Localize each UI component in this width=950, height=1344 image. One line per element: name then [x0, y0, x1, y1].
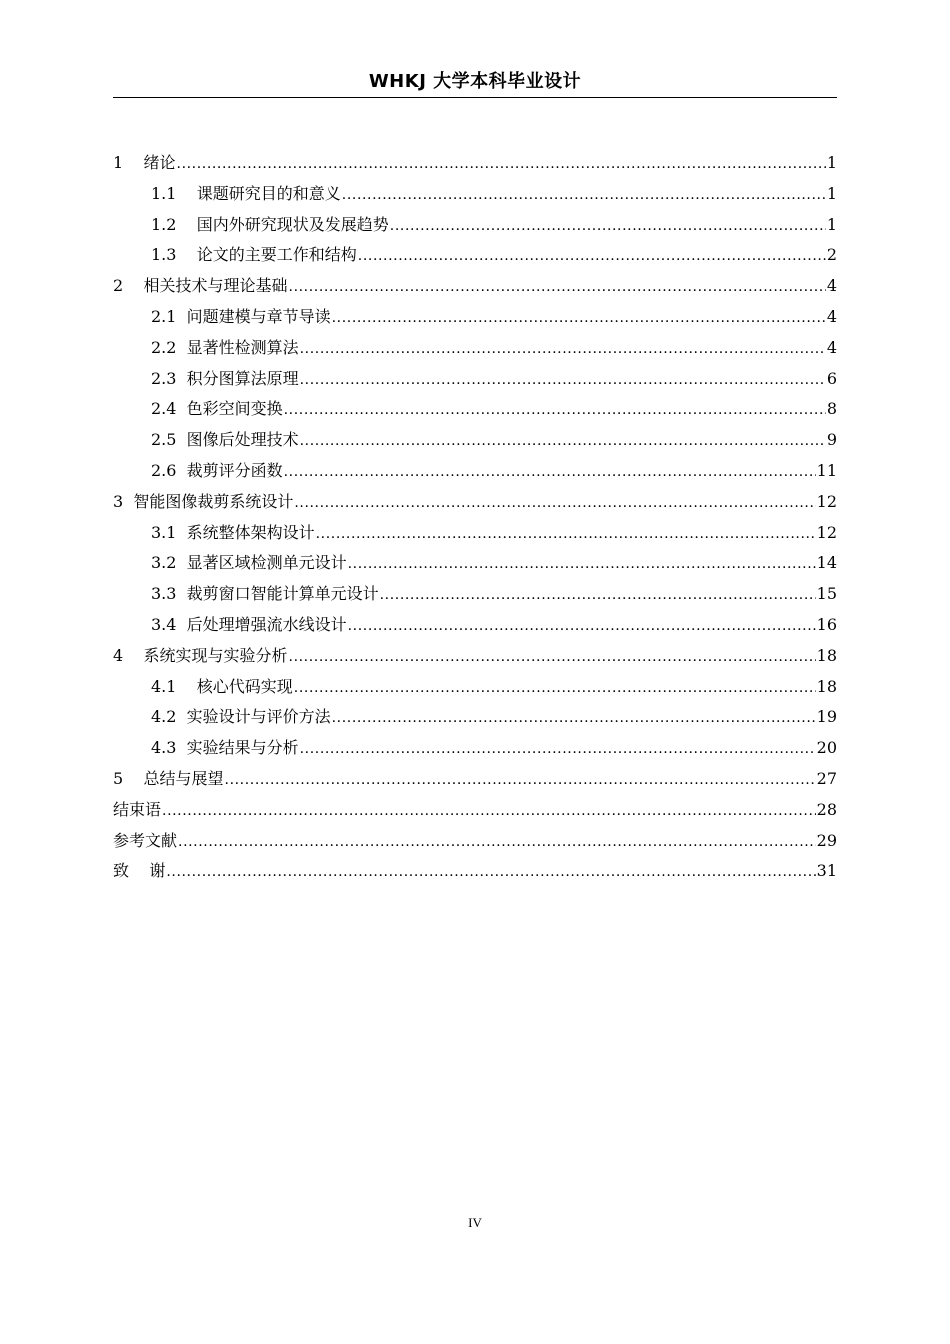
- toc-entry-title: 2.5 图像后处理技术: [151, 430, 299, 450]
- toc-entry-title: 3.2 显著区域检测单元设计: [151, 553, 347, 573]
- toc-entry-page-number: 4: [826, 337, 837, 357]
- toc-entry[interactable]: [113, 425, 837, 456]
- toc-entry-title: 2.6 裁剪评分函数: [151, 460, 283, 480]
- toc-entry[interactable]: [113, 271, 837, 302]
- toc-entry[interactable]: [113, 240, 837, 271]
- toc-dot-leader: [300, 734, 816, 764]
- header-title: WHKJ 大学本科毕业设计: [368, 71, 582, 92]
- toc-entry-page-number: 31: [816, 861, 837, 881]
- toc-entry-page-number: 2: [826, 245, 837, 265]
- toc-entry-title: 4.3 实验结果与分析: [151, 738, 299, 758]
- toc-entry-title: 1 绪论: [113, 153, 176, 172]
- toc-entry[interactable]: [113, 148, 837, 179]
- toc-entry[interactable]: [113, 856, 837, 887]
- toc-entry-title: 结束语: [113, 799, 162, 819]
- toc-dot-leader: [300, 334, 826, 364]
- toc-entry-page-number: 9: [826, 430, 837, 450]
- table-of-contents: [113, 148, 837, 887]
- toc-entry[interactable]: [113, 672, 837, 703]
- toc-entry-page-number: 14: [816, 553, 837, 573]
- toc-entry-title: 1.2 国内外研究现状及发展趋势: [151, 214, 389, 234]
- toc-entry[interactable]: [113, 702, 837, 733]
- toc-dot-leader: [225, 765, 816, 795]
- toc-entry[interactable]: [113, 579, 837, 610]
- toc-dot-leader: [284, 457, 816, 487]
- toc-entry[interactable]: [113, 456, 837, 487]
- toc-entry[interactable]: [113, 610, 837, 641]
- toc-entry-title: 2.1 问题建模与章节导读: [151, 306, 331, 326]
- toc-dot-leader: [294, 673, 816, 703]
- toc-entry-page-number: 16: [816, 614, 837, 634]
- toc-entry-title: 3 智能图像裁剪系统设计: [113, 491, 294, 511]
- toc-entry-page-number: 6: [826, 368, 837, 388]
- toc-entry[interactable]: [113, 518, 837, 549]
- toc-dot-leader: [358, 241, 826, 271]
- toc-entry[interactable]: [113, 394, 837, 425]
- toc-entry-page-number: 20: [816, 738, 837, 758]
- toc-entry[interactable]: [113, 364, 837, 395]
- toc-entry-title: 参考文献: [113, 830, 178, 850]
- toc-entry-title: 5 总结与展望: [113, 768, 224, 788]
- toc-entry[interactable]: [113, 302, 837, 333]
- toc-entry[interactable]: [113, 487, 837, 518]
- toc-entry-title: 2.3 积分图算法原理: [151, 368, 299, 388]
- toc-entry[interactable]: [113, 333, 837, 364]
- toc-entry-page-number: 4: [826, 306, 837, 326]
- toc-entry-page-number: 4: [826, 276, 837, 296]
- toc-dot-leader: [289, 642, 816, 672]
- toc-entry[interactable]: [113, 795, 837, 826]
- toc-dot-leader: [332, 703, 816, 733]
- toc-entry[interactable]: [113, 548, 837, 579]
- toc-entry-title: 1.1 课题研究目的和意义: [151, 183, 341, 203]
- toc-dot-leader: [300, 426, 826, 456]
- toc-entry[interactable]: [113, 641, 837, 672]
- toc-entry-page-number: 18: [816, 645, 837, 665]
- toc-dot-leader: [348, 611, 816, 641]
- toc-entry-title: 1.3 论文的主要工作和结构: [151, 245, 357, 265]
- toc-entry-title: 2.2 显著性检测算法: [151, 337, 299, 357]
- toc-dot-leader: [294, 488, 815, 518]
- toc-dot-leader: [316, 519, 816, 549]
- toc-entry[interactable]: [113, 733, 837, 764]
- toc-entry[interactable]: [113, 210, 837, 241]
- toc-dot-leader: [289, 272, 826, 302]
- toc-entry-page-number: 12: [816, 522, 837, 542]
- toc-entry-title: 3.1 系统整体架构设计: [151, 522, 315, 542]
- toc-dot-leader: [178, 827, 816, 857]
- toc-dot-leader: [390, 211, 826, 241]
- toc-entry-title: 4 系统实现与实验分析: [113, 645, 288, 665]
- toc-entry-title: 2 相关技术与理论基础: [113, 276, 288, 296]
- toc-entry-page-number: 8: [826, 399, 837, 419]
- toc-dot-leader: [177, 149, 826, 179]
- page-number: IV: [468, 1215, 482, 1230]
- toc-entry-page-number: 19: [816, 707, 837, 727]
- toc-entry-page-number: 1: [826, 214, 837, 234]
- toc-entry-page-number: 12: [816, 491, 837, 511]
- toc-entry-page-number: 1: [826, 153, 837, 172]
- toc-entry-title: 2.4 色彩空间变换: [151, 399, 283, 419]
- toc-dot-leader: [300, 365, 826, 395]
- toc-entry-page-number: 15: [816, 584, 837, 604]
- page-header: [113, 68, 837, 98]
- toc-dot-leader: [166, 857, 815, 887]
- toc-entry-title: 4.1 核心代码实现: [151, 676, 293, 696]
- toc-entry-title: 4.2 实验设计与评价方法: [151, 707, 331, 727]
- toc-dot-leader: [284, 395, 826, 425]
- toc-entry-title: 3.4 后处理增强流水线设计: [151, 614, 347, 634]
- toc-dot-leader: [380, 580, 816, 610]
- toc-entry-page-number: 27: [816, 768, 837, 788]
- toc-dot-leader: [342, 180, 826, 210]
- toc-entry-title: 3.3 裁剪窗口智能计算单元设计: [151, 584, 379, 604]
- toc-entry[interactable]: [113, 764, 837, 795]
- toc-entry[interactable]: [113, 826, 837, 857]
- toc-entry-page-number: 1: [826, 183, 837, 203]
- toc-dot-leader: [348, 549, 816, 579]
- toc-entry-page-number: 11: [816, 460, 837, 480]
- toc-entry-page-number: 29: [816, 830, 837, 850]
- toc-entry[interactable]: [113, 179, 837, 210]
- toc-dot-leader: [332, 303, 826, 333]
- toc-entry-title: 致 谢: [113, 861, 166, 881]
- toc-entry-page-number: 18: [816, 676, 837, 696]
- toc-dot-leader: [162, 796, 816, 826]
- toc-entry-page-number: 28: [816, 799, 837, 819]
